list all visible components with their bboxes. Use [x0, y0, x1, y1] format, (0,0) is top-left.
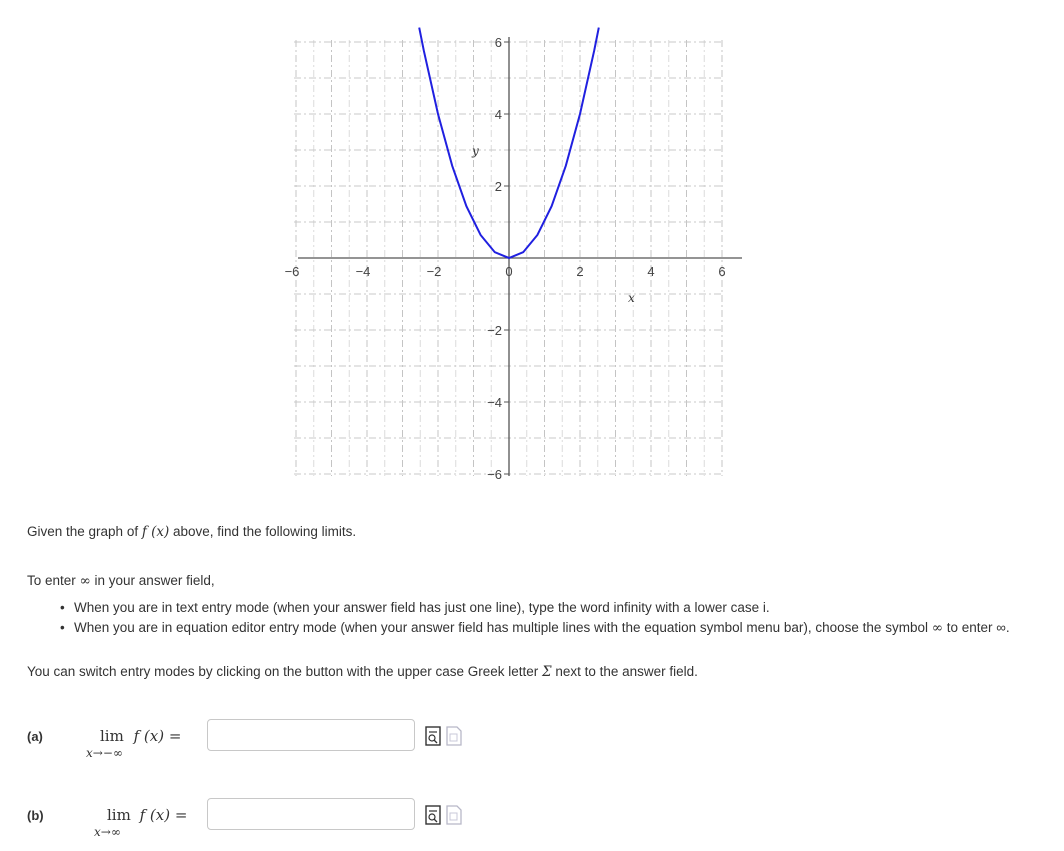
y-tick-label: −4 [487, 395, 502, 410]
intro-text-before: To enter [27, 573, 80, 588]
equation-editor-icon[interactable] [425, 726, 441, 746]
instruction-item [74, 618, 1064, 638]
instruction-text: When you are in text entry mode (when your answer field has just one line), type the word infinity with a lower case i. [74, 600, 770, 615]
x-tick-label: 6 [718, 264, 726, 279]
given-func: f (x) [141, 524, 170, 540]
instruction-list [27, 598, 1064, 638]
x-tick-label: 0 [505, 264, 513, 279]
instruction-tail: to enter ∞. [942, 620, 1010, 635]
intro-text-after: in your answer field, [90, 573, 215, 588]
y-tick-label: 4 [494, 107, 502, 122]
given-text-before: Given the graph of [27, 524, 142, 539]
given-text-after: above, find the following limits. [169, 524, 357, 539]
help-document-icon[interactable] [446, 805, 462, 825]
part-a-limit [86, 727, 182, 760]
infinity-symbol: ∞ [79, 573, 91, 589]
limit-function: f (x) = [133, 727, 182, 745]
x-tick-label: 4 [647, 264, 655, 279]
x-tick-label: −4 [355, 264, 371, 279]
help-document-icon[interactable] [446, 726, 462, 746]
y-tick-label: 2 [494, 179, 502, 194]
part-b-limit [94, 806, 188, 839]
y-axis-label: y [472, 144, 479, 158]
limit-function: f (x) = [139, 806, 188, 824]
equation-editor-icon[interactable] [425, 805, 441, 825]
lim-operator: lim [107, 806, 131, 824]
x-tick-label: −6 [284, 264, 300, 279]
infinity-symbol: ∞ [931, 620, 943, 636]
limit-subscript: x→−∞ [86, 746, 123, 760]
answer-field-a[interactable] [207, 719, 415, 751]
switch-text-before: You can switch entry modes by clicking on the button with the upper case Greek letter [27, 664, 543, 679]
part-b-label: (b) [27, 808, 44, 823]
x-axis-label: x [628, 291, 635, 305]
lim-operator: lim [100, 727, 124, 745]
x-tick-label: −2 [426, 264, 442, 279]
x-tick-label: 2 [576, 264, 584, 279]
y-tick-label: −2 [487, 323, 502, 338]
answer-field-b[interactable] [207, 798, 415, 830]
infinity-intro [27, 573, 215, 589]
part-a-label: (a) [27, 729, 43, 744]
instruction-text: When you are in equation editor entry mode (when your answer field has multiple lines with the equation symbol menu bar), choose the symbol [74, 620, 932, 635]
switch-mode-note [27, 664, 698, 680]
instruction-item [74, 598, 1064, 618]
limit-subscript: x→∞ [94, 825, 121, 839]
y-tick-label: −6 [487, 467, 502, 482]
switch-text-after: next to the answer field. [551, 664, 698, 679]
y-tick-label: 6 [494, 35, 502, 50]
function-graph [284, 35, 746, 483]
sigma-symbol: Σ [542, 664, 552, 680]
given-statement [27, 524, 356, 540]
